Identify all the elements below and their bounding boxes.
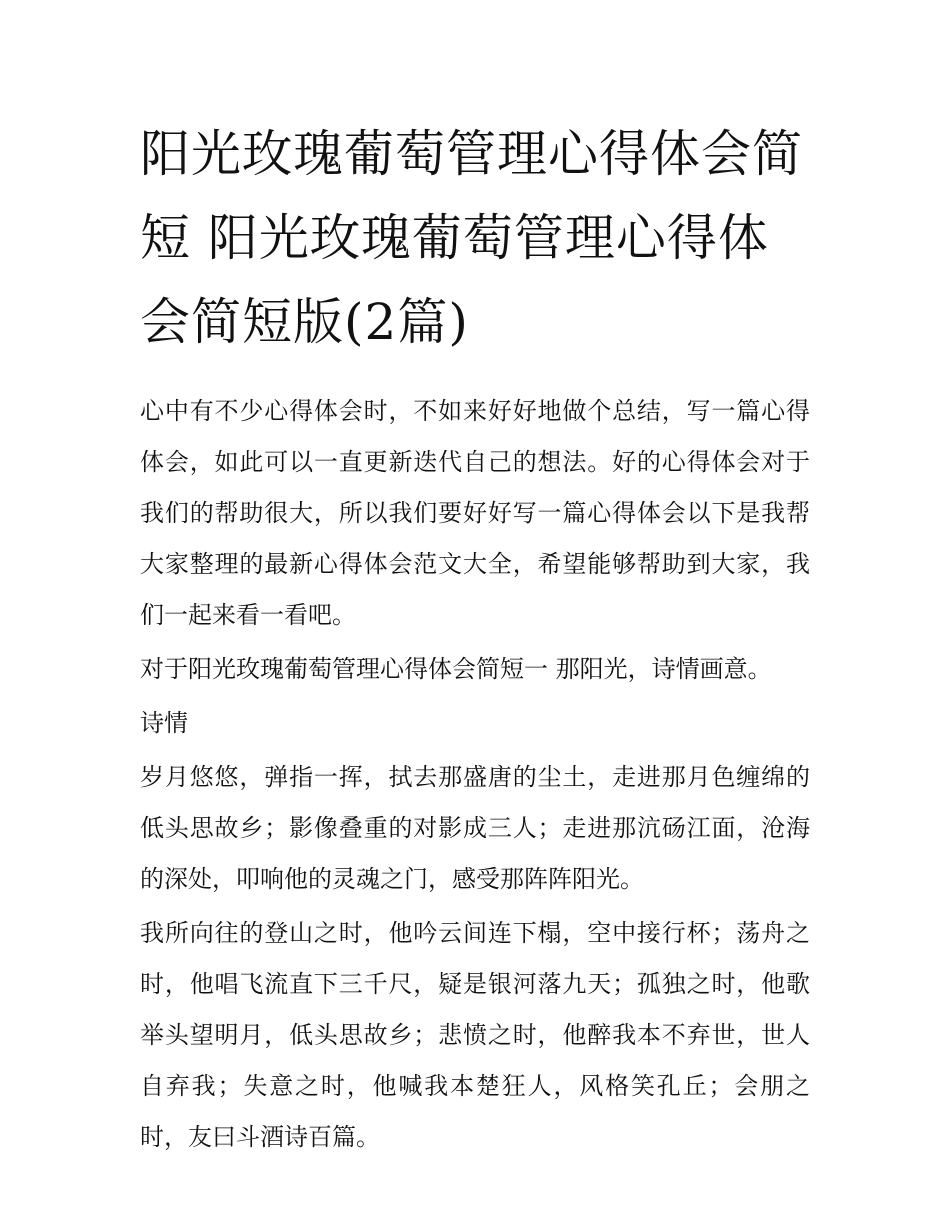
paragraph-body-2: 我所向往的登山之时，他吟云间连下榻，空中接行杯；荡舟之时，他唱飞流直下三千尺，疑是银河落九天；孤独之时，他歌举头望明月，低头思故乡；悲愤之时，他醉我本不弃世，世人自弃我；失意之时，他喊我本楚狂人，风格笑孔丘；会朋之时，友曰斗酒诗百篇。 [140, 919, 810, 1151]
paragraph-body-1: 岁月悠悠，弹指一挥，拭去那盛唐的尘土，走进那月色缠绵的低头思故乡；影像叠重的对影成三人；走进那沆砀江面，沧海的深处，叩响他的灵魂之门，感受那阵阵阳光。 [140, 763, 810, 893]
document-title: 阳光玫瑰葡萄管理心得体会简短 阳光玫瑰葡萄管理心得体会简短版(2篇) [140, 125, 803, 351]
paragraph-subheading: 诗情 [140, 709, 188, 737]
document-page [140, 112, 810, 1163]
document-body [140, 386, 810, 1163]
paragraph-intro: 心中有不少心得体会时，不如来好好地做个总结，写一篇心得体会，如此可以一直更新迭代自己的想法。好的心得体会对于我们的帮助很大，所以我们要好好写一篇心得体会以下是我帮大家整理的最新心得体会范文大全，希望能够帮助到大家，我们一起来看一看吧。 [140, 397, 810, 629]
paragraph-section-heading: 对于阳光玫瑰葡萄管理心得体会简短一 那阳光，诗情画意。 [140, 655, 772, 683]
